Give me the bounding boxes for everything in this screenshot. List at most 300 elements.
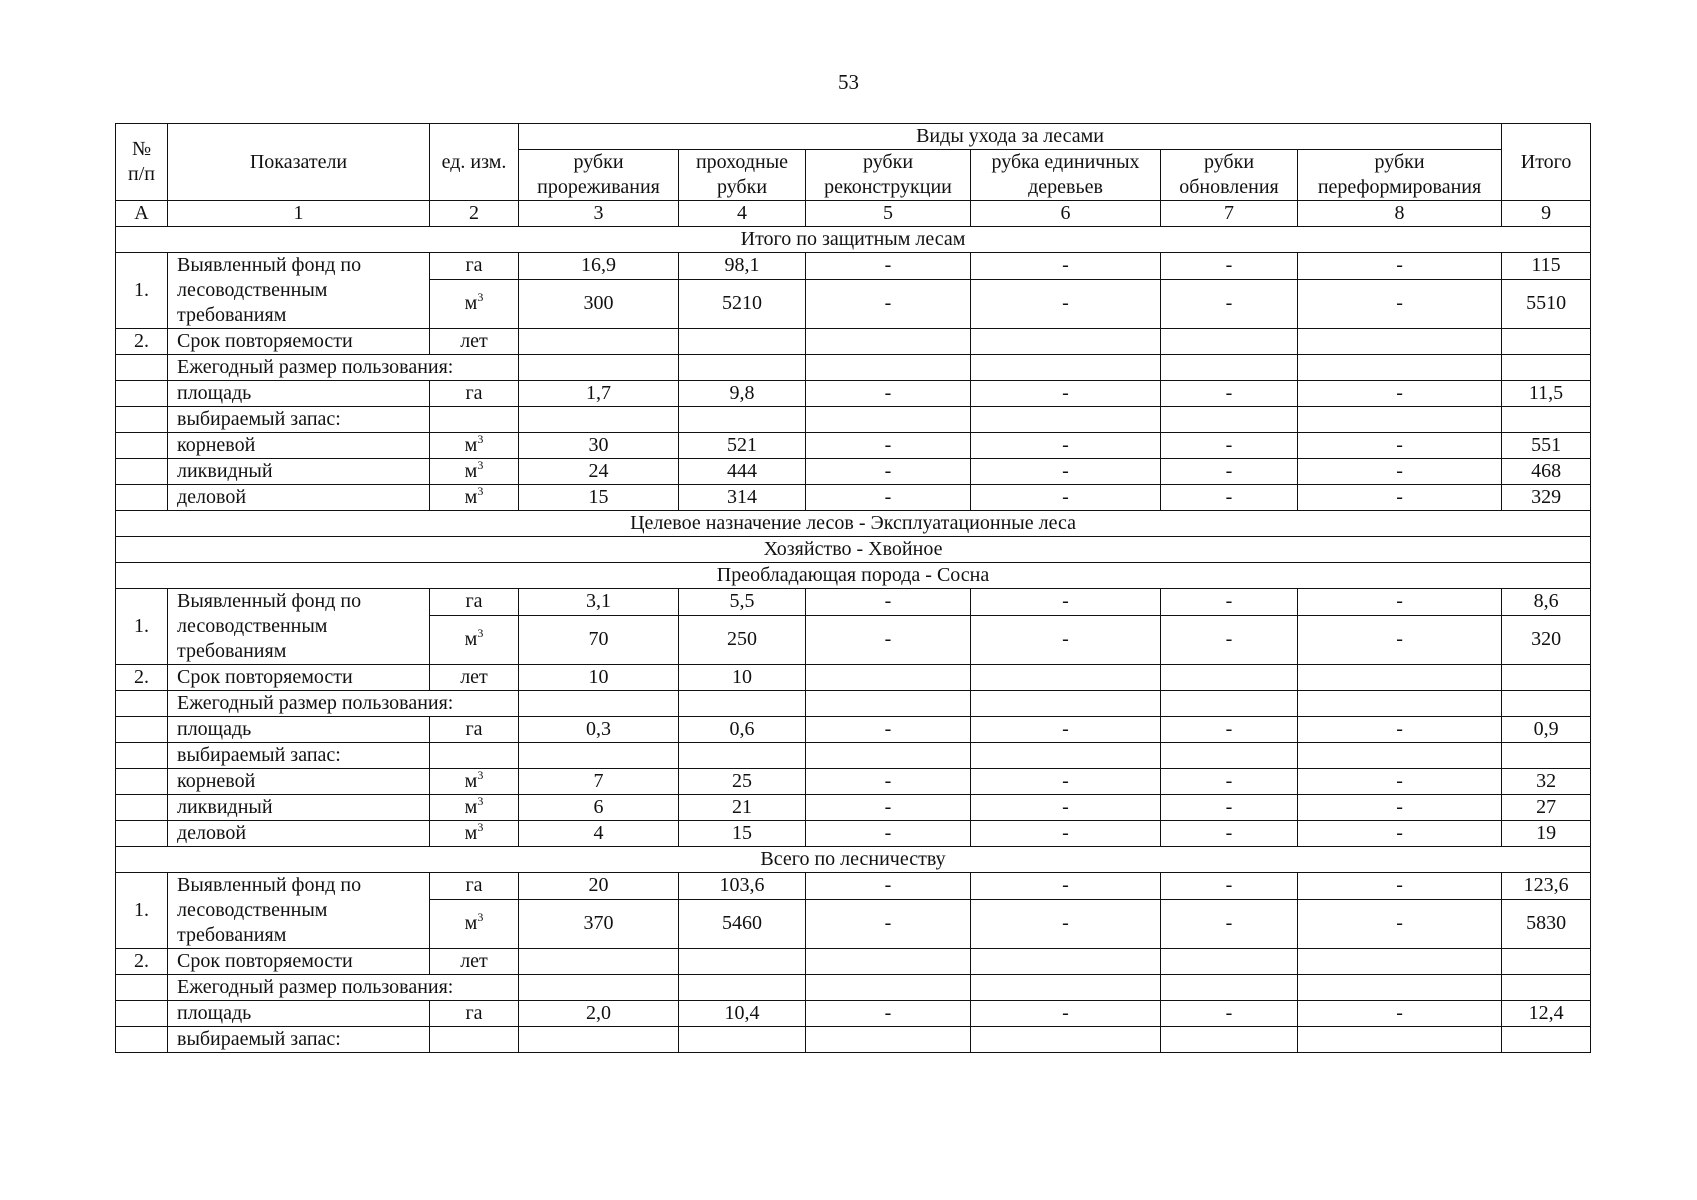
empty-cell [1298,1027,1502,1053]
value-cell: - [971,433,1161,459]
row-label: Срок повторяемости [168,949,430,975]
value-cell: - [1298,873,1502,900]
empty-cell [519,691,679,717]
stock-row [116,795,1591,821]
stock-row [116,485,1591,511]
stock-label-row [116,743,1591,769]
empty-cell [519,975,679,1001]
unit-cell [430,433,519,459]
empty-cell [430,743,519,769]
empty-cell [116,769,168,795]
index-cell: 2 [430,201,519,227]
value-cell: 10 [519,665,679,691]
total-cell: 0,9 [1502,717,1591,743]
fund-row-ha [116,873,1591,900]
value-cell [1298,665,1502,691]
unit-text: га [465,382,483,404]
row-number: 2. [116,329,168,355]
empty-cell [971,975,1161,1001]
value-cell: 15 [679,821,806,847]
total-cell: 5830 [1502,899,1591,948]
total-cell [1502,665,1591,691]
value-cell: - [971,1001,1161,1027]
unit-text: м [464,292,478,315]
value-cell: 7 [519,769,679,795]
row-number: 1. [116,253,168,329]
header-col: рубки переформирования [1298,150,1502,201]
value-cell: 4 [519,821,679,847]
value-cell: 444 [679,459,806,485]
stock-row [116,433,1591,459]
row-label: Срок повторяемости [168,665,430,691]
value-cell: 20 [519,873,679,900]
value-cell: 10 [679,665,806,691]
value-cell: - [1161,381,1298,407]
unit-exponent: 3 [477,458,484,472]
value-cell: - [1298,253,1502,280]
value-cell: - [806,821,971,847]
header-total: Итого [1502,124,1591,201]
value-cell: - [806,433,971,459]
empty-cell [116,459,168,485]
empty-cell [806,975,971,1001]
value-cell: - [1161,717,1298,743]
unit-text: га [465,874,483,897]
empty-cell [1502,975,1591,1001]
empty-cell [1161,975,1298,1001]
empty-cell [1298,407,1502,433]
value-cell: - [1161,253,1298,280]
unit-exponent: 3 [477,910,484,925]
value-cell: - [1161,1001,1298,1027]
empty-cell [116,975,168,1001]
period-row [116,665,1591,691]
value-cell [679,949,806,975]
value-cell: - [806,717,971,743]
unit-cell [430,589,519,616]
value-cell: - [1298,615,1502,664]
row-number: 2. [116,949,168,975]
value-cell: 70 [519,615,679,664]
empty-cell [519,407,679,433]
row-number: 1. [116,873,168,949]
value-cell: 1,7 [519,381,679,407]
value-cell: - [806,253,971,280]
value-cell: 5210 [679,279,806,328]
empty-cell [1502,743,1591,769]
period-row [116,329,1591,355]
empty-cell [116,821,168,847]
value-cell: - [806,459,971,485]
empty-cell [519,355,679,381]
value-cell: 0,3 [519,717,679,743]
fund-row-ha [116,589,1591,616]
header-indicators: Показатели [168,124,430,201]
total-cell: 115 [1502,253,1591,280]
value-cell: - [1298,433,1502,459]
stock-label-row [116,1027,1591,1053]
value-cell: - [1298,485,1502,511]
unit-cell [430,899,519,948]
value-cell: 5460 [679,899,806,948]
value-cell: - [971,615,1161,664]
value-cell: 314 [679,485,806,511]
unit-text: га [465,590,483,613]
total-cell: 11,5 [1502,381,1591,407]
section-title: Целевое назначение лесов - Эксплуатационные леса [116,511,1591,537]
value-cell: - [971,899,1161,948]
value-cell: - [1298,459,1502,485]
unit-exponent: 3 [477,432,484,446]
unit-text: м [464,628,478,651]
value-cell: - [806,589,971,616]
unit-cell [430,769,519,795]
section-title: Преобладающая порода - Сосна [116,563,1591,589]
row-label: выбираемый запас: [168,743,430,769]
value-cell: - [1298,589,1502,616]
total-cell: 468 [1502,459,1591,485]
empty-cell [116,717,168,743]
empty-cell [1161,407,1298,433]
row-label: Ежегодный размер пользования: [168,691,519,717]
total-cell: 12,4 [1502,1001,1591,1027]
stock-row [116,821,1591,847]
value-cell: - [806,873,971,900]
unit-text: га [465,718,483,740]
stock-row [116,769,1591,795]
section-title: Итого по защитным лесам [116,227,1591,253]
total-cell: 5510 [1502,279,1591,328]
empty-cell [116,407,168,433]
annual-label-row [116,975,1591,1001]
value-cell [1161,329,1298,355]
value-cell: - [1298,717,1502,743]
header-col: рубки обновления [1161,150,1298,201]
empty-cell [116,795,168,821]
index-cell: А [116,201,168,227]
empty-cell [679,1027,806,1053]
fund-row-ha [116,253,1591,280]
unit-text: м [464,486,478,508]
header-col: проходные рубки [679,150,806,201]
row-label: ликвидный [168,459,430,485]
index-cell: 1 [168,201,430,227]
row-label: ликвидный [168,795,430,821]
value-cell: - [971,485,1161,511]
total-cell: 27 [1502,795,1591,821]
empty-cell [430,407,519,433]
value-cell: 6 [519,795,679,821]
empty-cell [116,1027,168,1053]
total-cell: 19 [1502,821,1591,847]
unit-exponent: 3 [477,484,484,498]
unit-text: м [464,822,478,844]
unit-cell [430,381,519,407]
empty-cell [679,691,806,717]
value-cell: - [971,589,1161,616]
value-cell: 300 [519,279,679,328]
value-cell: 24 [519,459,679,485]
empty-cell [971,407,1161,433]
value-cell: - [971,381,1161,407]
section-title-row [116,227,1591,253]
unit-cell [430,253,519,280]
value-cell [519,949,679,975]
empty-cell [430,1027,519,1053]
value-cell: - [806,795,971,821]
area-row [116,717,1591,743]
section-title-row [116,847,1591,873]
value-cell: - [806,615,971,664]
empty-cell [1502,1027,1591,1053]
value-cell: - [971,873,1161,900]
total-cell: 551 [1502,433,1591,459]
unit-text: га [465,254,483,277]
index-cell: 7 [1161,201,1298,227]
value-cell: 3,1 [519,589,679,616]
value-cell: - [806,1001,971,1027]
stock-label-row [116,407,1591,433]
fund-label: Выявленный фонд по лесоводственным требованиям [168,253,430,329]
empty-cell [116,355,168,381]
value-cell: 10,4 [679,1001,806,1027]
unit-exponent: 3 [477,820,484,834]
empty-cell [679,355,806,381]
unit-cell [430,329,519,355]
value-cell: 5,5 [679,589,806,616]
row-label: выбираемый запас: [168,1027,430,1053]
empty-cell [806,1027,971,1053]
unit-text: м [464,912,478,935]
empty-cell [116,485,168,511]
empty-cell [1502,355,1591,381]
unit-cell [430,1001,519,1027]
total-cell: 320 [1502,615,1591,664]
empty-cell [679,975,806,1001]
header-care-types: Виды ухода за лесами [519,124,1502,150]
empty-cell [971,1027,1161,1053]
row-label: Ежегодный размер пользования: [168,355,519,381]
empty-cell [1298,355,1502,381]
unit-cell [430,279,519,328]
value-cell [679,329,806,355]
unit-exponent: 3 [477,768,484,782]
index-cell: 3 [519,201,679,227]
value-cell: - [1161,769,1298,795]
total-cell [1502,949,1591,975]
page-number: 53 [838,70,859,94]
index-row [116,201,1591,227]
value-cell: 16,9 [519,253,679,280]
row-label: Ежегодный размер пользования: [168,975,519,1001]
row-label: корневой [168,769,430,795]
value-cell: - [1161,821,1298,847]
value-cell: - [1161,459,1298,485]
value-cell: 25 [679,769,806,795]
index-cell: 6 [971,201,1161,227]
value-cell [971,329,1161,355]
empty-cell [1298,691,1502,717]
value-cell [519,329,679,355]
empty-cell [971,355,1161,381]
empty-cell [806,691,971,717]
row-label: деловой [168,485,430,511]
value-cell: 30 [519,433,679,459]
unit-cell [430,717,519,743]
empty-cell [806,407,971,433]
value-cell: 250 [679,615,806,664]
empty-cell [1502,691,1591,717]
value-cell: - [1161,795,1298,821]
header-num: № п/п [116,124,168,201]
section-title: Всего по лесничеству [116,847,1591,873]
stock-row [116,459,1591,485]
value-cell [1161,665,1298,691]
unit-cell [430,665,519,691]
area-row [116,1001,1591,1027]
empty-cell [116,433,168,459]
total-cell: 32 [1502,769,1591,795]
empty-cell [806,743,971,769]
unit-cell [430,949,519,975]
section-title-row [116,511,1591,537]
empty-cell [806,355,971,381]
row-label: площадь [168,1001,430,1027]
unit-text: лет [460,330,488,352]
empty-cell [1161,691,1298,717]
value-cell [1298,329,1502,355]
value-cell: 9,8 [679,381,806,407]
index-cell: 4 [679,201,806,227]
value-cell: 521 [679,433,806,459]
value-cell: - [971,253,1161,280]
section-title-row [116,537,1591,563]
empty-cell [1298,743,1502,769]
value-cell: - [971,717,1161,743]
value-cell: - [1161,899,1298,948]
annual-label-row [116,691,1591,717]
total-cell: 123,6 [1502,873,1591,900]
value-cell: - [1161,433,1298,459]
unit-text: м [464,460,478,482]
value-cell: - [1298,769,1502,795]
value-cell: 21 [679,795,806,821]
period-row [116,949,1591,975]
value-cell: 15 [519,485,679,511]
empty-cell [116,743,168,769]
empty-cell [116,691,168,717]
value-cell [1298,949,1502,975]
value-cell: - [806,485,971,511]
index-cell: 9 [1502,201,1591,227]
value-cell: - [1161,279,1298,328]
value-cell: - [1161,873,1298,900]
unit-cell [430,615,519,664]
value-cell [971,665,1161,691]
empty-cell [971,743,1161,769]
unit-text: га [465,1002,483,1024]
empty-cell [1161,743,1298,769]
value-cell: - [1298,899,1502,948]
value-cell: - [1298,279,1502,328]
total-cell: 8,6 [1502,589,1591,616]
empty-cell [1502,407,1591,433]
value-cell: - [971,769,1161,795]
unit-text: м [464,770,478,792]
unit-exponent: 3 [477,626,484,641]
value-cell [806,665,971,691]
unit-cell [430,459,519,485]
row-label: деловой [168,821,430,847]
empty-cell [679,743,806,769]
row-label: площадь [168,717,430,743]
header-unit: ед. изм. [430,124,519,201]
value-cell: - [1161,589,1298,616]
value-cell: - [1161,615,1298,664]
value-cell: - [806,279,971,328]
value-cell [806,329,971,355]
value-cell: 0,6 [679,717,806,743]
row-label: площадь [168,381,430,407]
index-cell: 8 [1298,201,1502,227]
unit-exponent: 3 [477,794,484,808]
unit-text: м [464,796,478,818]
row-number: 1. [116,589,168,665]
value-cell: - [971,459,1161,485]
unit-text: м [464,434,478,456]
header-col: рубка единичных деревьев [971,150,1161,201]
section-title: Хозяйство - Хвойное [116,537,1591,563]
area-row [116,381,1591,407]
value-cell: - [1298,821,1502,847]
header-row [116,124,1591,150]
annual-label-row [116,355,1591,381]
unit-text: лет [460,666,488,688]
value-cell: - [1298,795,1502,821]
section-title-row [116,563,1591,589]
value-cell: - [806,381,971,407]
empty-cell [116,381,168,407]
empty-cell [1161,1027,1298,1053]
unit-cell [430,795,519,821]
value-cell: - [971,279,1161,328]
unit-exponent: 3 [477,290,484,305]
row-label: Срок повторяемости [168,329,430,355]
empty-cell [679,407,806,433]
fund-label: Выявленный фонд по лесоводственным требованиям [168,873,430,949]
total-cell [1502,329,1591,355]
value-cell [806,949,971,975]
row-number: 2. [116,665,168,691]
value-cell: - [806,899,971,948]
unit-cell [430,873,519,900]
value-cell: - [1161,485,1298,511]
row-label: корневой [168,433,430,459]
value-cell: - [971,821,1161,847]
empty-cell [519,1027,679,1053]
value-cell: - [806,769,971,795]
empty-cell [519,743,679,769]
unit-text: лет [460,950,488,972]
fund-label: Выявленный фонд по лесоводственным требованиям [168,589,430,665]
value-cell [1161,949,1298,975]
total-cell: 329 [1502,485,1591,511]
forest-care-table [115,123,1591,1053]
value-cell: 2,0 [519,1001,679,1027]
value-cell: 370 [519,899,679,948]
value-cell [971,949,1161,975]
header-col: рубки прореживания [519,150,679,201]
